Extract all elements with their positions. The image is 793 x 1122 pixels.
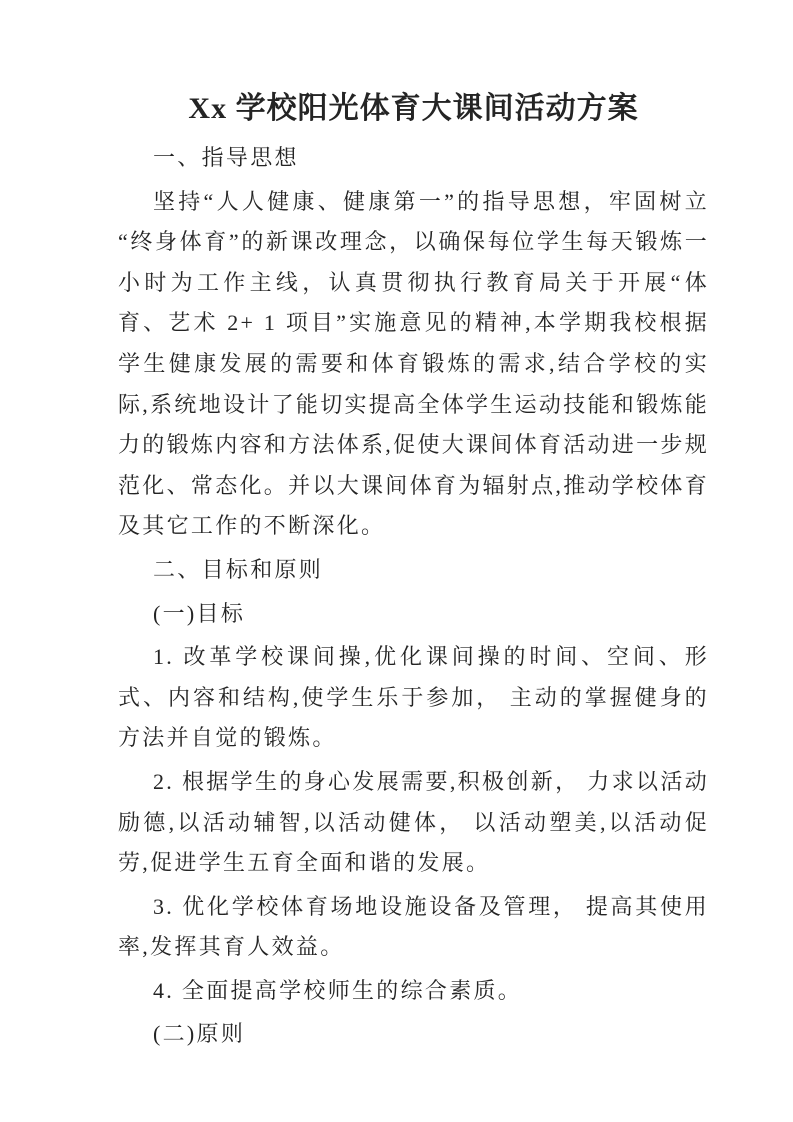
body-paragraph: 4. 全面提高学校师生的综合素质。 — [153, 977, 523, 1003]
body-paragraph: 1. 改革学校课间操,优化课间操的时间、空间、形式、内容和结构,使学生乐于参加， 主动的掌握健身的方法并自觉的锻炼。 — [118, 644, 709, 751]
page-title: Xx 学校阳光体育大课间活动方案 — [188, 92, 639, 125]
body-paragraph: 2. 根据学生的身心发展需要,积极创新， 力求以活动励德,以活动辅智,以活动健体， 以活动塑美,以活动促劳,促进学生五育全面和谐的发展。 — [118, 768, 709, 876]
body-paragraph: 3. 优化学校体育场地设施设备及管理， 提高其使用率,发挥其育人效益。 — [118, 893, 709, 960]
document-content — [118, 86, 709, 1058]
body-paragraph: 坚持“人人健康、健康第一”的指导思想，牢固树立“终身体育”的新课改理念，以确保每位学生每天锻炼一小时为工作主线，认真贯彻执行教育局关于开展“体育、艺术 2+ 1 项目”实施意见的精神,本学期我校根据学生健康发展的需要和体育锻炼的需求,结合学校的实际,系统地设计了能切实提高全体学生运动技能和锻炼能力的锻炼内容和方法体系,促使大课间体育活动进一步规范化、常态化。并以大课间体育为辐射点,推动学校体育及其它工作的不断深化。 — [118, 188, 710, 539]
section-heading: 一、指导思想 — [153, 145, 299, 170]
section-heading: (二)原则 — [153, 1021, 246, 1047]
section-heading: 二、目标和原则 — [153, 556, 324, 582]
section-heading: (一)目标 — [153, 600, 246, 626]
